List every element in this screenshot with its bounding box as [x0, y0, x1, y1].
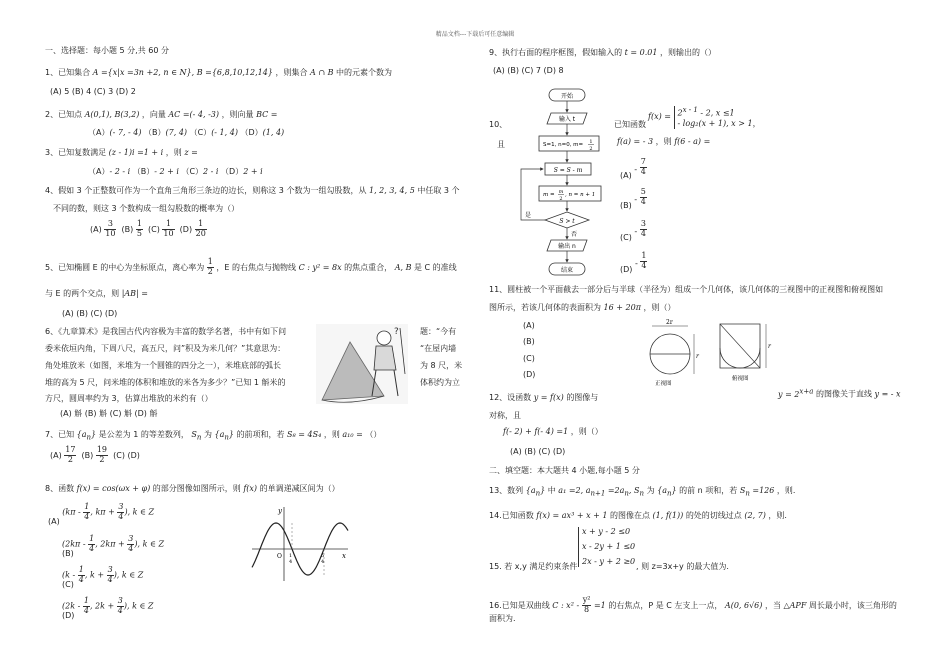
option-value: (- 1, 4)	[211, 128, 238, 137]
q8-post: 的单调递减区间为（）	[259, 484, 340, 493]
q13-stem	[489, 486, 795, 498]
q3-post: ，则	[165, 148, 182, 157]
q2-stem	[45, 110, 278, 120]
q5-eccentricity: $\frac{1}{2}$	[207, 257, 213, 276]
q1-options: (A) 5 (B) 4 (C) 3 (D) 2	[50, 87, 136, 96]
option-label: （D）	[240, 128, 263, 137]
q10-piecewise	[648, 106, 761, 129]
q2-ask: BC =	[256, 110, 278, 119]
q8-option-d	[62, 597, 153, 616]
q16-mid2: ，当	[764, 600, 781, 610]
section-title-choice: 一、选择题：每小题 5 分,共 60 分	[45, 46, 169, 55]
q6-l3b: 为 8 尺，米	[420, 361, 463, 370]
q7-options	[50, 446, 140, 465]
three-view-figure	[640, 318, 790, 390]
q10-given: f(a) = - 3	[617, 137, 654, 146]
q11-line2	[489, 303, 676, 313]
q8-fx: f(x)	[243, 484, 258, 493]
update-frac-num: m	[558, 189, 564, 195]
q5-pre: 5、已知椭圆 E 的中心为坐标原点，离心率为	[45, 262, 205, 272]
q5-mid: ，E 的右焦点与抛物线	[216, 262, 297, 272]
init-label: S=1, n=0, m=	[543, 142, 584, 148]
option-fraction: $\frac{1}{5}$	[136, 219, 142, 238]
q14-function: f(x) = ax³ + x + 1	[536, 511, 608, 520]
input-label: 输入 t	[558, 116, 576, 123]
rice-pile-figure	[310, 322, 415, 407]
q14-point: (1, f(1))	[652, 511, 684, 520]
q2-options	[88, 128, 284, 138]
q8-option-b	[62, 535, 164, 554]
q1-intersection: A ∩ B	[310, 68, 334, 77]
q7-condition: S₈ = 4S₄	[287, 430, 322, 439]
q5-parabola: C : y² = 8x	[298, 262, 342, 272]
start-label: 开始	[560, 93, 574, 100]
update-label: m =	[543, 192, 555, 198]
q7-seq-sub: n	[86, 433, 92, 442]
option-fraction: $\frac{1}{4}$	[84, 502, 90, 521]
q10-cases	[674, 106, 761, 129]
q10-opt-a: (A) - $\frac{7}{4}$	[620, 157, 646, 180]
q6-l2b: “在屋内墙	[420, 344, 457, 353]
option-fraction: $\frac{7}{4}$	[640, 157, 646, 176]
q10-case2: - log₂(x + 1), x > 1，	[677, 118, 761, 128]
option-fraction: $\frac{3}{4}$	[640, 219, 646, 238]
option-fraction: $\frac{3}{4}$	[118, 502, 124, 521]
option-label: (A)	[90, 224, 102, 234]
q10-case1: 2$^{x - 1}$ - 2, x ≤1	[677, 106, 735, 118]
q12-line2: 对称，且	[489, 411, 521, 420]
q5-stem	[45, 258, 457, 277]
option-part: , 2kπ +	[95, 539, 128, 549]
q3-stem	[45, 148, 198, 158]
tick-label: 1	[289, 553, 293, 559]
q12-stem	[489, 393, 598, 403]
q14-point2: (2, 7)	[744, 511, 766, 520]
decision-label: S > t	[559, 218, 575, 225]
q7-post: （）	[365, 430, 382, 439]
q8-stem	[45, 484, 340, 494]
option-label: (D)	[179, 224, 193, 234]
q11-line1: 11、圆柱被一个平面截去一部分后与半球（半径为）组成一个几何体，该几何体的三视图中的正视图和俯视图如	[489, 285, 884, 294]
q8-option-a	[48, 502, 155, 527]
option-fraction: $\frac{1}{20}$	[195, 219, 206, 238]
option-label: (B)	[620, 200, 632, 210]
end-label: 结束	[560, 267, 574, 274]
q11-opt-d: (D)	[523, 370, 536, 379]
q2-vector: AC =(- 4, -3)	[168, 110, 220, 119]
q16-line2: 面积为.	[489, 614, 516, 623]
origin-label: O	[277, 553, 282, 560]
q7-seq2-close: }	[228, 430, 234, 439]
q6-l4a: 堆的高为 5 尺，问米堆的体积和堆放的米各为多少？”已知 1 斛米的	[45, 378, 286, 387]
q15-constraint: 2x - y + 2 ≥0	[582, 557, 636, 566]
q12-cond	[503, 427, 603, 437]
update-frac-den: 2	[559, 196, 563, 202]
q10-fx: f(x) =	[648, 112, 671, 121]
q3-equation: (z - 1)i =1 + i	[108, 148, 164, 157]
option-fraction: $\frac{3}{10}$	[105, 219, 116, 238]
option-part: ), k ∈ Z	[124, 507, 155, 517]
q10-opt-d: (D) - $\frac{1}{4}$	[620, 251, 647, 274]
q12-mid2: 的图像关于直线	[815, 389, 872, 399]
q6-l1a: 6、《九章算术》是我国古代内容极为丰富的数学名著，书中有如下问	[45, 327, 287, 336]
q13-seq: $\{a_n\}$	[525, 486, 546, 498]
q5-line2a: 与 E 的两个交点，则	[45, 289, 120, 298]
option-part: (k -	[62, 570, 78, 580]
x-label: x	[342, 552, 346, 560]
q1-post2: 中的元素个数为	[336, 68, 393, 77]
option-value: (1, 4)	[262, 128, 285, 137]
q15-constraint: x - 2y + 1 ≤0	[582, 542, 636, 551]
q8-function: f(x) = cos(ωx + φ)	[76, 484, 151, 493]
option-label: (D)	[620, 264, 633, 274]
q5-points: A, B	[394, 262, 412, 272]
option-label: (B)	[121, 224, 134, 234]
q9-options: (A) (B) (C) 7 (D) 8	[493, 66, 564, 75]
q12-line: y = - x	[874, 389, 901, 399]
q11-line2b: ，则（）	[643, 303, 676, 312]
q10-then: ，则	[655, 137, 672, 146]
q16-triangle: △APF	[783, 600, 807, 610]
option-fraction: $\frac{1}{4}$	[78, 565, 84, 584]
option-part: ), k ∈ Z	[113, 570, 144, 580]
q10-and: 且	[497, 140, 505, 149]
q16-hyperbola-end: =1	[591, 600, 606, 610]
q14-post: ，则.	[768, 511, 787, 520]
option-fraction: $\frac{3}{4}$	[117, 596, 123, 615]
q9-input: t = 0.01	[624, 48, 658, 57]
q12-mid: 的图像与	[566, 393, 599, 402]
option-value: 2 + i	[243, 167, 263, 176]
q5-mid2: 的焦点重合，	[344, 262, 393, 272]
tick-label: 4	[321, 559, 325, 565]
yes-label: 是	[525, 212, 532, 219]
q7-stem	[45, 430, 381, 442]
q8-option-c	[62, 566, 143, 585]
q16-post: 周长最小时，该三角形的	[808, 600, 897, 610]
q4-stem	[45, 186, 460, 196]
q2-pre: 2、已知点	[45, 110, 83, 119]
q16-mid: 的右焦点，P 是 C 左支上一点，	[608, 600, 723, 610]
option-label: (A)	[50, 450, 62, 460]
q12-post: ，则（）	[570, 427, 603, 436]
option-value: - 2 + i	[154, 167, 179, 176]
q10-opt-b: (B) - $\frac{5}{4}$	[620, 187, 646, 210]
option-label: (C)	[148, 224, 160, 234]
q11-opt-b: (B)	[523, 337, 535, 346]
q11-area: 16 + 20π	[603, 303, 641, 312]
q14-mid: 的图像在点	[610, 511, 650, 520]
q15-constraints	[578, 527, 635, 567]
q16-fraction: $\frac{\text{y²}}{8}$	[582, 595, 591, 614]
q8-pre: 8、函数	[45, 484, 75, 493]
q16-pre: 16.已知是双曲线	[489, 600, 550, 610]
q10-cond	[617, 137, 710, 147]
option-value: (- 7, - 4)	[109, 128, 142, 137]
option-part: (kπ -	[62, 507, 84, 517]
option-label: (A)	[48, 517, 60, 527]
q10-number: 10、	[489, 120, 508, 129]
option-fraction: $\frac{3}{4}$	[128, 534, 134, 553]
q12-stem-right	[778, 387, 901, 400]
q3-options	[88, 167, 263, 177]
q14-stem	[489, 511, 787, 521]
subtract-label: S = S - m	[553, 167, 583, 174]
option-label-c: (C)	[62, 580, 74, 589]
q7-mid4: ，则	[323, 430, 340, 439]
q1-sets: A ={x|x =3n +2, n ∈ N}, B ={6,8,10,12,14}	[92, 68, 273, 77]
option-value: (7, 4)	[165, 128, 188, 137]
option-fraction: $\frac{1}{4}$	[83, 596, 89, 615]
q7-mid: 是公差为 1 的等差数列，	[98, 430, 189, 439]
init-frac-num: 1	[589, 139, 593, 145]
q12-function: y = f(x)	[533, 393, 564, 402]
page-header: 精品文档---下载后可任意编辑	[435, 31, 515, 38]
q10-pre: 已知函数	[614, 120, 646, 129]
q15-pre: 15. 若 x,y 满足约束条件	[489, 562, 578, 571]
q7-ask: a₁₀ =	[342, 430, 363, 439]
q6-l4b: 体积约为立	[420, 378, 460, 387]
q13-post: 的前 n 项和，若	[679, 486, 738, 495]
q7-sum: S	[191, 430, 197, 439]
top-view-label: 俯视图	[732, 376, 749, 382]
q13-pre: 13、数列	[489, 486, 524, 495]
q6-l3a: 角处堆放米（如图，米堆为一个圆锥的四分之一），米堆底部的弧长	[45, 361, 281, 370]
q4-post: 中任取 3 个	[417, 186, 460, 195]
q11-opt-c: (C)	[523, 354, 535, 363]
q12-exp: $y = 2^{x+a}$	[778, 387, 814, 399]
person-body	[374, 346, 396, 370]
option-label: （D）	[221, 167, 244, 176]
option-fraction: $\frac{1}{10}$	[163, 219, 174, 238]
option-fraction: $\frac{17}{2}$	[65, 445, 76, 464]
option-label: （A）	[88, 167, 110, 176]
q12-pre: 12、设函数	[489, 393, 532, 402]
cosine-graph	[248, 503, 350, 583]
q16-hyperbola: C : x² -	[552, 600, 582, 610]
dimension-label-r: r	[768, 343, 771, 350]
q9-post: ，则输出的（）	[660, 48, 717, 57]
q10-opt-c: (C) - $\frac{3}{4}$	[620, 219, 646, 242]
q6-l1b: 题：“今有	[420, 327, 457, 336]
q13-post2: ，则.	[776, 486, 796, 495]
option-fraction: $\frac{3}{4}$	[107, 565, 113, 584]
option-label: （C）	[189, 128, 212, 137]
option-label: （B）	[132, 167, 155, 176]
option-fraction: $\frac{1}{4}$	[641, 251, 647, 270]
q1-pre: 1、已知集合	[45, 68, 91, 77]
option-fraction: $\frac{5}{4}$	[640, 187, 646, 206]
option-part: (2k -	[62, 601, 83, 611]
q15-post: , 则 z=3x+y 的最大值为.	[636, 562, 729, 571]
q13-sum: $S_n =126$	[739, 486, 775, 498]
q10-ask: f(6 - a) =	[674, 137, 711, 146]
q15-constraint: x + y - 2 ≤0	[582, 527, 631, 536]
option-part: , 2k +	[89, 601, 117, 611]
q14-mid2: 的处的切线过点	[685, 511, 742, 520]
q13-mid: 中	[547, 486, 556, 495]
q6-l2a: 委米依垣内角，下周八尺，高五尺，问”积及为米几何？”其意思为：	[45, 344, 286, 353]
option-label: （C）	[181, 167, 204, 176]
option-part: ), k ∈ Z	[134, 539, 164, 549]
q6-l5: 方尺，圆周率约为 3，估算出堆放的米约有（）	[45, 394, 213, 403]
option-fraction: $\frac{19}{2}$	[96, 445, 108, 464]
q11-opt-a: (A)	[523, 321, 535, 330]
init-frac-den: 2	[589, 146, 593, 152]
option-label: （B）	[144, 128, 166, 137]
q4-line2: 不同的数，则这 3 个数构成一组勾股数的概率为（）	[53, 204, 240, 213]
q7-options-rest: (C) (D)	[113, 450, 140, 460]
q7-seq2-sub: n	[224, 433, 229, 442]
option-value: - 2 - i	[109, 167, 131, 176]
q3-pre: 3、已知复数满足	[45, 148, 107, 157]
q9-stem	[489, 48, 716, 58]
q8-mid: 的部分图像如图所示，则	[152, 484, 241, 493]
question-mark-icon: ?	[394, 327, 399, 337]
q12-options: (A) (B) (C) (D)	[510, 447, 566, 456]
q13-seq2: $\{a_n\}$	[657, 486, 677, 498]
q7-sum-sub: n	[196, 433, 202, 442]
q5-post: 是 C 的准线	[414, 262, 457, 272]
q5-line2	[45, 289, 148, 299]
section-title-fill: 二、填空题：本大题共 4 小题,每小题 5 分	[489, 466, 640, 475]
q7-pre: 7、已知	[45, 430, 75, 439]
option-label-b: (B)	[62, 549, 74, 558]
option-label: (B)	[81, 450, 94, 460]
option-label: (A)	[620, 170, 632, 180]
q2-mid: ，向量	[141, 110, 166, 119]
q5-ask: |AB| =	[121, 289, 148, 298]
q12-sum: f(- 2) + f(- 4) =1	[503, 427, 569, 436]
front-view-label: 正视图	[655, 381, 672, 387]
option-part: ), k ∈ Z	[123, 601, 154, 611]
flowchart	[515, 84, 615, 282]
q3-ask: z =	[184, 148, 198, 157]
person-head	[377, 331, 391, 345]
q4-numbers: 1, 2, 3, 4, 5	[368, 186, 415, 195]
q7-mid3: 的前项和，若	[236, 430, 285, 439]
update-label-2: , n = n + 1	[565, 192, 596, 198]
dimension-label-2r: 2r	[666, 319, 673, 326]
tick-label: 4	[289, 559, 293, 565]
output-label: 输出 n	[558, 243, 576, 250]
q7-seq: {a	[76, 430, 87, 439]
q16-stem	[489, 596, 897, 615]
q7-mid2: 为	[203, 430, 212, 439]
q6-options: (A) 斛 (B) 斛 (C) 斛 (D) 斛	[60, 409, 158, 418]
no-label: 否	[571, 231, 578, 238]
option-label-d: (D)	[62, 611, 75, 620]
q7-seq-close: }	[91, 430, 97, 439]
option-label: (C)	[620, 232, 632, 242]
y-label: y	[278, 507, 282, 515]
dimension-label-r: r	[696, 353, 699, 360]
q13-recurrence: a₁ =2, $a_{n+1} =2a_n$, $S_n$	[558, 486, 645, 498]
q13-for: 为	[646, 486, 655, 495]
option-label: （A）	[88, 128, 110, 137]
option-part: , k +	[84, 570, 107, 580]
option-part: (2kπ -	[62, 539, 89, 549]
q14-pre: 14.已知函数	[489, 511, 534, 520]
q1-post: ，则集合	[275, 68, 308, 77]
q16-point: A(0, 6√6)	[724, 600, 763, 610]
option-part: , kπ +	[90, 507, 118, 517]
tick-label: 5	[321, 553, 325, 559]
q9-pre: 9、执行右面的程序框图，假如输入的	[489, 48, 623, 57]
q1-stem	[45, 68, 392, 78]
q7-seq2: {a	[214, 430, 225, 439]
q4-line1: 4、假如 3 个正整数可作为一个直角三角形三条边的边长，则称这 3 个数为一组勾股数，从	[45, 186, 367, 195]
q2-post: ，则向量	[221, 110, 254, 119]
option-value: 2 - i	[203, 167, 219, 176]
q2-points: A(0,1), B(3,2)	[84, 110, 140, 119]
q11-line2a: 图所示，若该几何体的表面积为	[489, 303, 601, 312]
q4-options	[90, 220, 207, 239]
option-fraction: $\frac{1}{4}$	[89, 534, 95, 553]
q5-options: (A) (B) (C) (D)	[62, 309, 118, 318]
